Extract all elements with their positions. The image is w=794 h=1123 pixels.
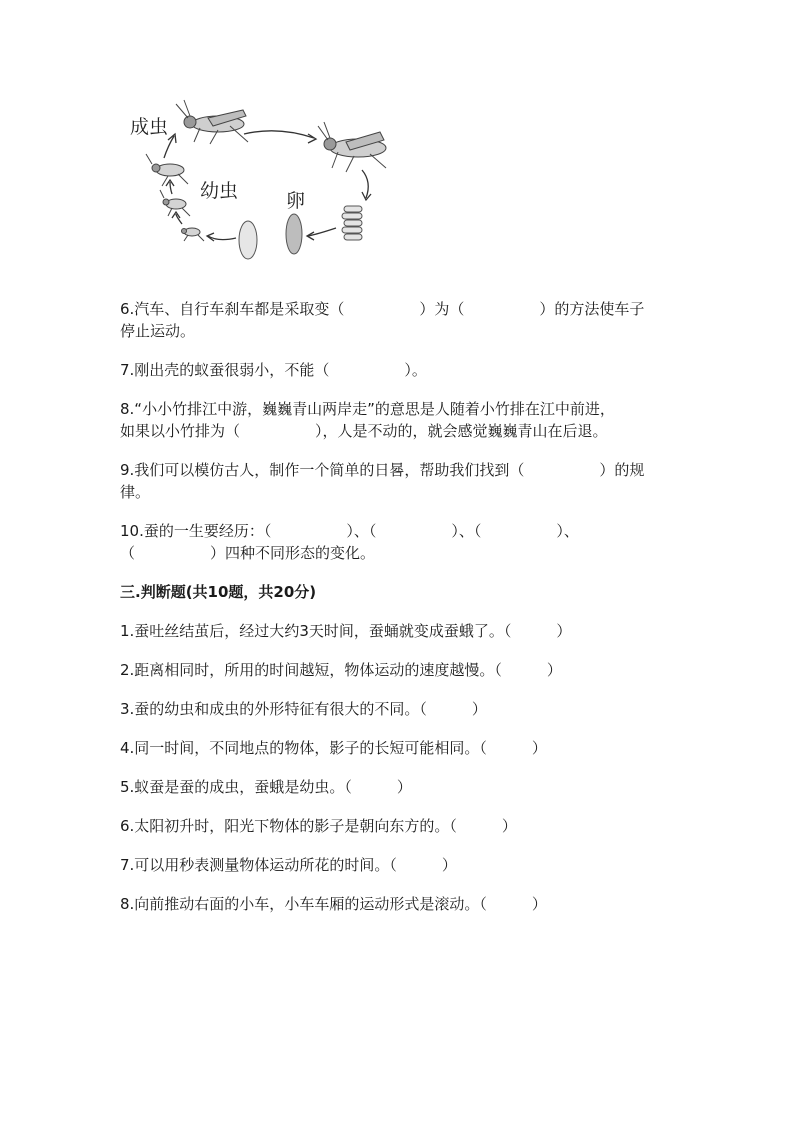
judge-question-7: 7.可以用秒表测量物体运动所花的时间。（ ） [120, 856, 457, 874]
egg-single-icon [286, 214, 302, 254]
question-line: 停止运动。 [120, 322, 196, 340]
grasshopper-life-cycle-figure [118, 98, 408, 268]
question-line: 9.我们可以模仿古人，制作一个简单的日晷，帮助我们找到（ ）的规 [120, 461, 645, 479]
judge-question-1: 1.蚕吐丝结茧后，经过大约3天时间，蚕蛹就变成蚕蛾了。（ ） [120, 622, 572, 640]
question-line: 7.刚出壳的蚁蚕很弱小，不能（ ）。 [120, 361, 427, 379]
question-list [120, 298, 680, 932]
section-title-judgment: 三.判断题(共10题，共20分) [120, 583, 317, 601]
figure-label-egg: 卵 [286, 190, 306, 212]
judge-question-8: 8.向前推动右面的小车，小车车厢的运动形式是滚动。（ ） [120, 895, 547, 913]
judge-question-2: 2.距离相同时，所用的时间越短，物体运动的速度越慢。（ ） [120, 661, 562, 679]
nymph-large-icon [146, 154, 188, 186]
question-line: 如果以小竹排为（ ），人是不动的，就会感觉巍巍青山在后退。 [120, 422, 608, 440]
question-line: 8.“小小竹排江中游，巍巍青山两岸走”的意思是人随着小竹排在江中前进， [120, 400, 615, 418]
nymph-small-icon [182, 228, 205, 241]
judge-question-3: 3.蚕的幼虫和成虫的外形特征有很大的不同。（ ） [120, 700, 487, 718]
fill-question-7 [120, 359, 680, 381]
question-line: 6.汽车、自行车刹车都是采取变（ ）为（ ）的方法使车子 [120, 300, 645, 318]
adult-grasshopper-icon [176, 100, 248, 144]
figure-label-nymph: 幼虫 [200, 180, 239, 202]
question-line: 律。 [120, 483, 151, 501]
fill-question-10 [120, 520, 680, 564]
adult-grasshopper-right-icon [318, 122, 386, 172]
fill-question-6 [120, 298, 680, 342]
question-line: 10.蚕的一生要经历：（ ）、（ ）、（ ）、 [120, 522, 579, 540]
fill-question-9 [120, 459, 680, 503]
judge-question-6: 6.太阳初升时，阳光下物体的影子是朝向东方的。（ ） [120, 817, 517, 835]
judge-question-5: 5.蚁蚕是蚕的成虫，蚕蛾是幼虫。（ ） [120, 778, 412, 796]
figure-label-adult: 成虫 [130, 116, 169, 138]
nymph-medium-icon [160, 190, 190, 216]
egg-hatching-icon [239, 221, 257, 259]
fill-question-8 [120, 398, 680, 442]
egg-cluster-icon [342, 206, 362, 240]
question-line: （ ）四种不同形态的变化。 [120, 544, 376, 562]
judge-question-4: 4.同一时间，不同地点的物体，影子的长短可能相同。（ ） [120, 739, 547, 757]
